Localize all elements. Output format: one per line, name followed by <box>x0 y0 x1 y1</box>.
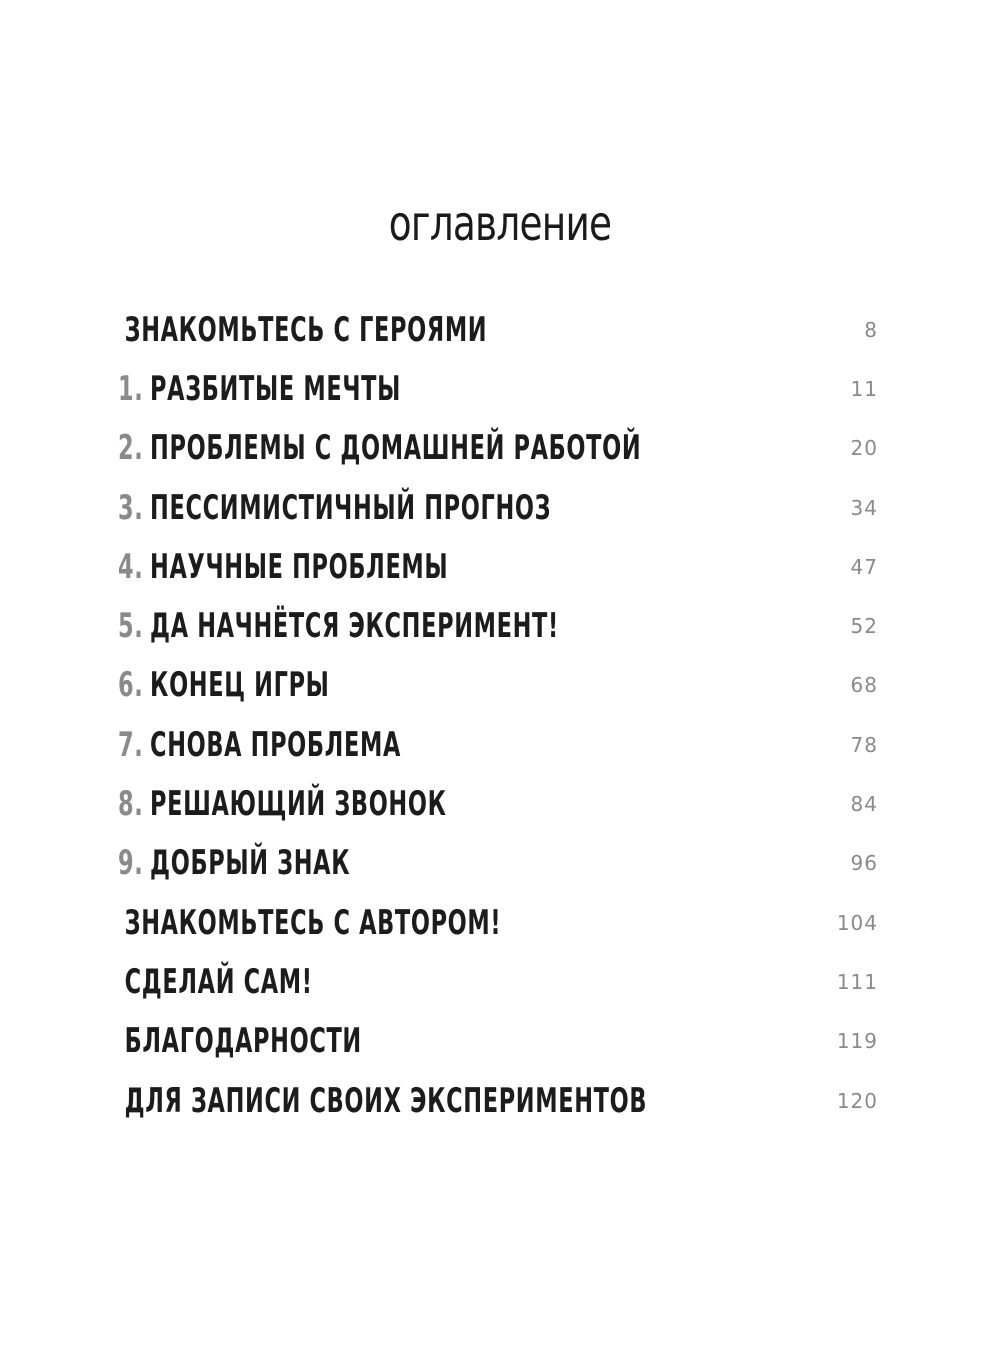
toc-entry-page: 52 <box>850 614 878 639</box>
toc-entry-title: СНОВА ПРОБЛЕМА <box>150 724 401 765</box>
toc-entry <box>118 596 878 655</box>
toc-entry-title: ЗНАКОМЬТЕСЬ С ГЕРОЯМИ <box>124 309 488 350</box>
toc-entry-number: 4. <box>118 546 144 587</box>
toc-entry-label <box>118 369 401 409</box>
toc-entry <box>118 774 878 833</box>
toc-entry-title: СДЕЛАЙ САМ! <box>124 961 313 1002</box>
toc-entry-page: 11 <box>850 376 878 401</box>
toc-entry <box>118 715 878 774</box>
toc-entry <box>118 893 878 952</box>
toc-entry-page: 96 <box>850 851 878 876</box>
toc-entry-label <box>118 547 448 587</box>
toc-entry-label <box>118 1021 362 1061</box>
toc-entry <box>118 478 878 537</box>
toc-entry-label <box>118 962 313 1002</box>
toc-entry-page: 84 <box>850 792 878 817</box>
toc-entry-title: РАЗБИТЫЕ МЕЧТЫ <box>150 368 401 409</box>
toc-entry-title: КОНЕЦ ИГРЫ <box>150 665 330 706</box>
toc-entry-label <box>118 665 330 705</box>
toc-entry-label <box>118 725 401 765</box>
toc-entry-label <box>118 606 559 646</box>
page-title: оглавление <box>388 196 612 252</box>
toc-entry-label <box>118 784 447 824</box>
toc-entry-number: 1. <box>118 368 144 409</box>
toc-entry-label <box>118 843 350 883</box>
toc-entry <box>118 419 878 478</box>
toc-entry <box>118 359 878 418</box>
toc-entry-number: 5. <box>118 606 144 647</box>
toc-entry-page: 120 <box>836 1088 878 1113</box>
toc-entry-number: 7. <box>118 724 144 765</box>
toc-entry <box>118 300 878 359</box>
toc-entry-title: ПЕССИМИСТИЧНЫЙ ПРОГНОЗ <box>150 487 552 528</box>
toc-entry-title: РЕШАЮЩИЙ ЗВОНОК <box>150 784 447 825</box>
toc-entry-title: БЛАГОДАРНОСТИ <box>124 1021 362 1062</box>
toc-entry-page: 119 <box>836 1029 878 1054</box>
toc-entry-label <box>118 428 641 468</box>
toc-entry <box>118 656 878 715</box>
toc-entry-page: 34 <box>850 495 878 520</box>
toc-entry-number: 3. <box>118 487 144 528</box>
toc-entry-title: ЗНАКОМЬТЕСЬ С АВТОРОМ! <box>124 902 502 943</box>
toc-entry-number: 9. <box>118 843 144 884</box>
toc-entry-title: ДОБРЫЙ ЗНАК <box>150 843 351 884</box>
toc-entry-page: 20 <box>850 436 878 461</box>
toc-entry-page: 111 <box>836 969 878 994</box>
toc-entry-number: 2. <box>118 428 144 469</box>
toc-entry <box>118 952 878 1011</box>
toc-entry-page: 47 <box>850 554 878 579</box>
toc-entry-title: ДЛЯ ЗАПИСИ СВОИХ ЭКСПЕРИМЕНТОВ <box>124 1080 648 1121</box>
toc-entry-label <box>118 310 487 350</box>
toc-entry-page: 68 <box>850 673 878 698</box>
toc-entry-label <box>118 488 551 528</box>
toc-entry <box>118 1071 878 1130</box>
toc-entry-title: ПРОБЛЕМЫ С ДОМАШНЕЙ РАБОТОЙ <box>150 428 642 469</box>
toc-entry <box>118 834 878 893</box>
toc-entry-title: ДА НАЧНЁТСЯ ЭКСПЕРИМЕНТ! <box>150 606 559 647</box>
toc-entry-title: НАУЧНЫЕ ПРОБЛЕМЫ <box>150 546 449 587</box>
toc-entry <box>118 537 878 596</box>
toc-entry <box>118 1012 878 1071</box>
toc-entry-label <box>118 903 501 943</box>
toc-entry-page: 8 <box>864 317 878 342</box>
toc-entry-number: 6. <box>118 665 144 706</box>
toc-list <box>118 300 878 1130</box>
toc-entry-label <box>118 1081 647 1121</box>
toc-entry-page: 104 <box>836 910 878 935</box>
toc-entry-page: 78 <box>850 732 878 757</box>
toc-entry-number: 8. <box>118 784 144 825</box>
